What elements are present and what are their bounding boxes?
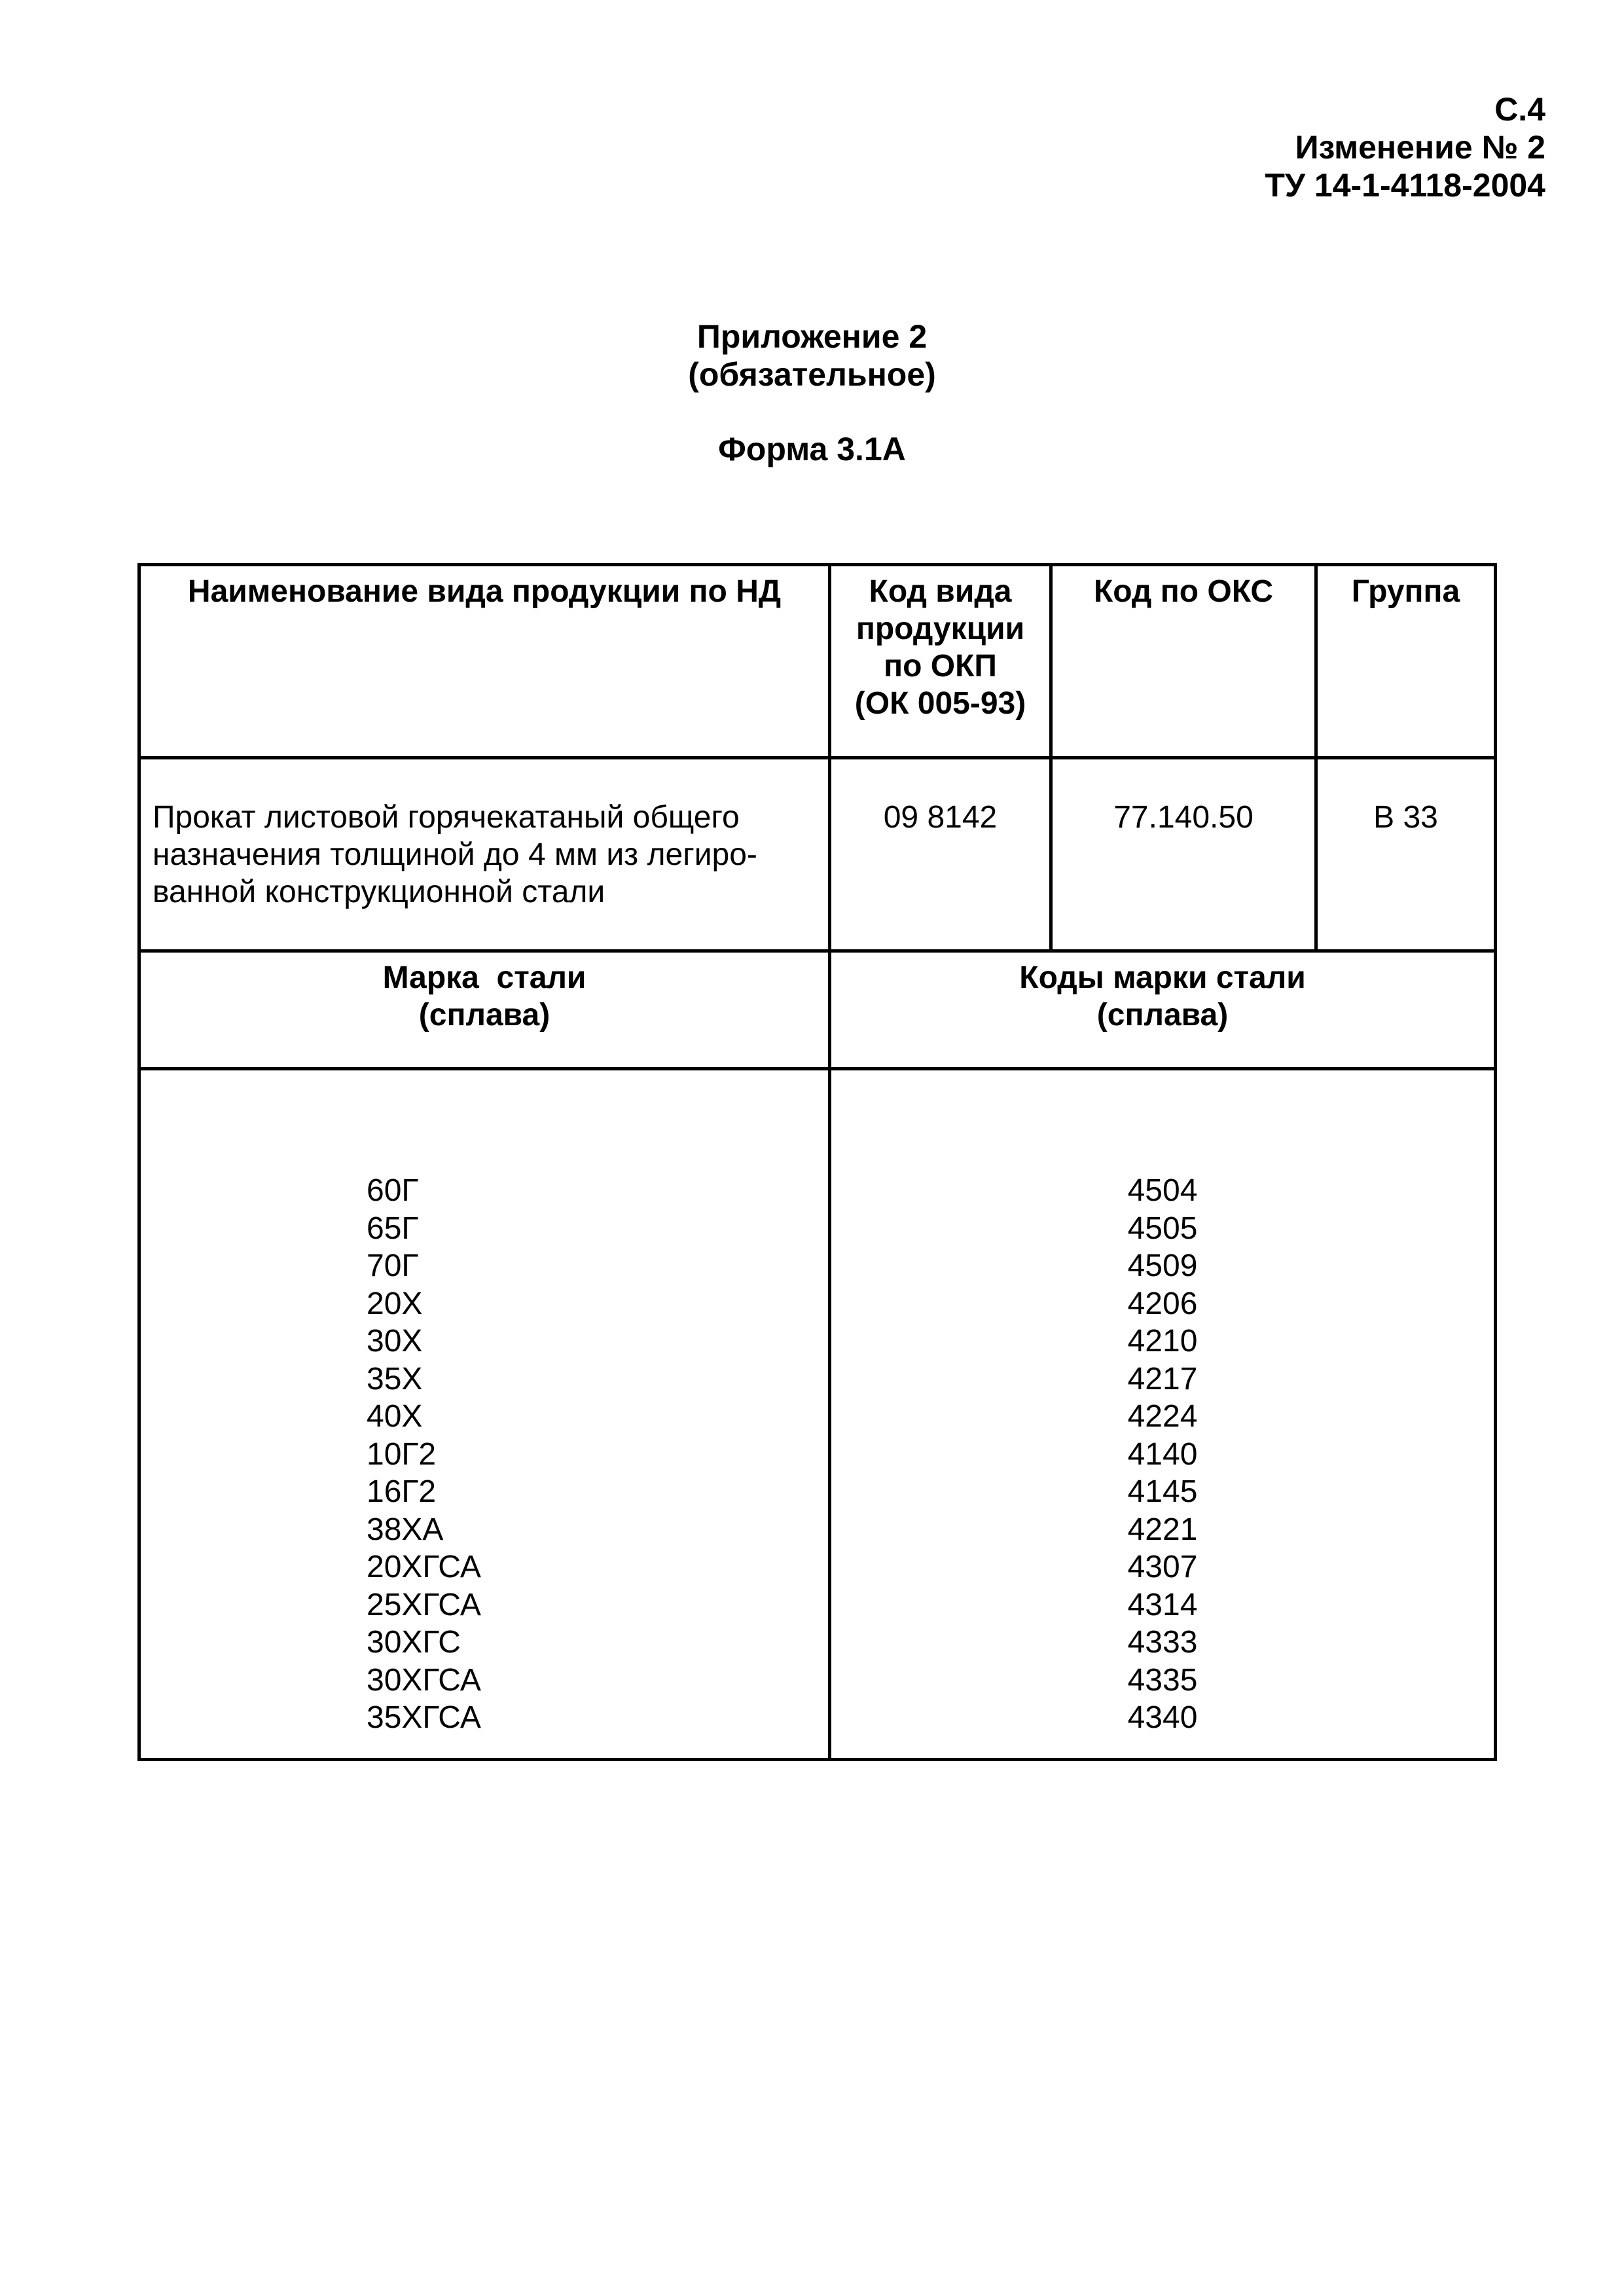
steel-grade-item: 10Г2 — [367, 1436, 437, 1472]
subheader-grade-codes: Коды марки стали (сплава) — [830, 951, 1496, 1069]
grade-code-item: 4505 — [1127, 1211, 1198, 1246]
appendix-title: Приложение 2 — [696, 318, 928, 355]
form-title: Форма 3.1А — [718, 431, 906, 467]
header-row — [139, 565, 1496, 758]
grade-code-item: 4224 — [1127, 1399, 1198, 1434]
steel-grade-item: 40Х — [367, 1399, 423, 1434]
steel-grade-item: 38ХА — [367, 1512, 444, 1547]
header-oks-code: Код по ОКС — [1051, 565, 1316, 758]
grade-code-item: 4307 — [1127, 1550, 1198, 1584]
product-description: Прокат листовой горячекатаный общего назначения толщиной до 4 мм из легиро- ванной конструкционной стали — [139, 758, 830, 951]
grade-code-item: 4333 — [1127, 1625, 1198, 1660]
steel-grade-item: 20Х — [367, 1286, 423, 1321]
grade-code-item: 4217 — [1127, 1361, 1198, 1396]
steel-grade-item: 30Х — [367, 1324, 423, 1358]
change-number: Изменение № 2 — [1295, 129, 1545, 166]
grade-code-item: 4140 — [1127, 1436, 1198, 1472]
header-product-name: Наименование вида продукции по НД — [139, 565, 830, 758]
header-okp-code: Код вида продукции по ОКП (ОК 005-93) — [830, 565, 1051, 758]
product-oks-code: 77.140.50 — [1051, 758, 1316, 951]
grade-code-item: 4340 — [1127, 1700, 1198, 1735]
appendix-heading — [0, 318, 1624, 393]
grade-code-item: 4509 — [1127, 1248, 1198, 1283]
page-number: С.4 — [1494, 91, 1545, 128]
grade-code-item: 4210 — [1127, 1324, 1198, 1358]
product-okp-code: 09 8142 — [830, 758, 1051, 951]
subheader-steel-grade: Марка стали (сплава) — [139, 951, 830, 1069]
steel-grade-item: 60Г — [367, 1173, 419, 1208]
grades-cell — [139, 1069, 830, 1760]
steel-grade-item: 30ХГС — [367, 1625, 461, 1660]
grade-code-item: 4335 — [1127, 1662, 1198, 1698]
product-group: В 33 — [1316, 758, 1496, 951]
steel-grade-item: 70Г — [367, 1248, 419, 1283]
grade-code-item: 4314 — [1127, 1587, 1198, 1622]
steel-grade-item: 16Г2 — [367, 1474, 437, 1509]
subheader-row — [139, 951, 1496, 1069]
grade-code-item: 4504 — [1127, 1173, 1198, 1208]
appendix-subtitle: (обязательное) — [688, 356, 936, 393]
steel-grade-item: 30ХГСА — [367, 1662, 481, 1698]
product-row — [139, 758, 1496, 951]
grade-code-item: 4221 — [1127, 1512, 1198, 1547]
codes-cell — [830, 1069, 1496, 1760]
header-group: Группа — [1316, 565, 1496, 758]
steel-grade-list — [141, 1070, 828, 1737]
steel-grade-item: 65Г — [367, 1211, 419, 1246]
standard-number: ТУ 14-1-4118-2004 — [1265, 167, 1545, 204]
product-table — [137, 563, 1497, 1761]
grade-code-item: 4145 — [1127, 1474, 1198, 1509]
steel-grade-item: 20ХГСА — [367, 1550, 481, 1584]
grades-row — [139, 1069, 1496, 1760]
steel-grade-item: 35Х — [367, 1361, 423, 1396]
page-header — [1265, 90, 1545, 204]
steel-grade-item: 25ХГСА — [367, 1587, 481, 1622]
grade-code-list — [831, 1070, 1494, 1737]
grade-code-item: 4206 — [1127, 1286, 1198, 1321]
steel-grade-item: 35ХГСА — [367, 1700, 481, 1735]
